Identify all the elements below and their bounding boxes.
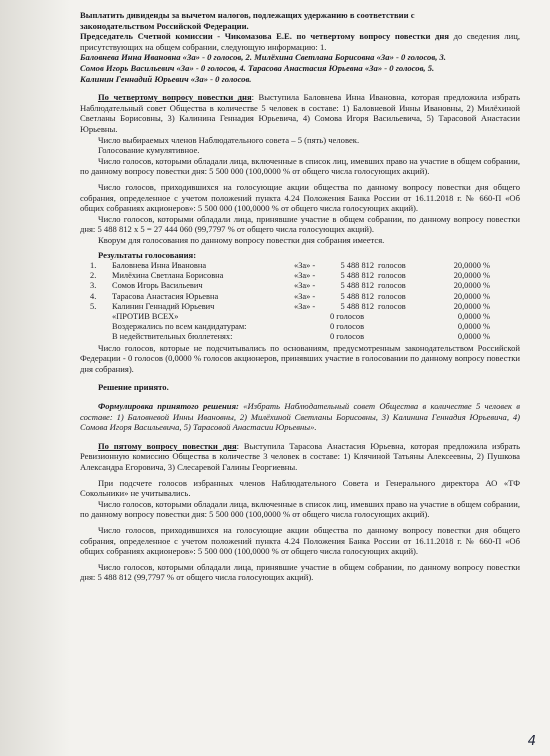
q4-quorum: Кворум для голосования по данному вопросу повестки дня собрания имеется. [98,234,385,245]
q4-members: Число выбираемых членов Наблюдательного совета – 5 (пять) человек. [98,134,360,145]
q5-votes-quorum: Число голосов, приходившихся на голосующие акции общества по данному вопросу повестки дня общего собрания, определенное с учетом положений пункта 4.24 Положения Банка России от 16.11.2018 г. № 660-П «Об общих собраниях акционеров»: 5 500 000 (100,0000 % от общего числа голосующих акций). [80,525,520,557]
page-number: 4 [527,734,536,750]
table-row: 3. Сомов Игорь Васильевич «За» - 5 488 812 голосов 20,0000 % [90,281,490,291]
q5-intro: По пятому вопросу повестки дня: Выступила Тарасова Анастасия Юрьевна, которая предложила избрать Ревизионную комиссию Общества в количестве 3 человек в составе: 1) Клячиной Татьяны Алексеевны, 2) Пушкова Александра Егоровича, 3) Слесаревой Галины Георгиевны. [80,440,520,473]
top-line-1: Выплатить дивиденды за вычетом налогов, подлежащих удержанию в соответствии с [80,10,415,20]
top-line-2: законодательством Российской Федерации. [80,20,249,31]
candidate-votes-1: Баловнева Инна Ивановна «За» - 0 голосов, 2. Милёхина Светлана Борисовна «За» - 0 голосов, 3. [80,52,446,63]
scan-shadow [0,0,70,756]
q4-intro: По четвертому вопросу повестки дня: Выступила Баловнева Инна Ивановна, которая предложила избрать Наблюдательный совет Общества в количестве 5 человек в составе: 1) Баловневой Инны Ивановны, 2) Милёхиной Светланы Борисовны, 3) Калинина Геннадия Юрьевича, 4) Сомова Игоря Васильевича, 5) Тарасовой Анастасии Юрьевны. [80,92,520,134]
table-row: «ПРОТИВ ВСЕХ» 0 голосов 0,0000 % [112,312,490,322]
q5-note: При подсчете голосов избранных членов Наблюдательного Совета и Генерального директора АО «ТФ Сокольники» не учитывались. [80,477,520,499]
table-row: 1. Баловнева Инна Ивановна «За» - 5 488 812 голосов 20,0000 % [90,261,490,271]
q4-votes-quorum: Число голосов, приходившихся на голосующие акции общества по данному вопросу повестки дня общего собрания, определенное с учетом положений пункта 4.24 Положения Банка России от 16.11.2018 г. № 660-П «Об общих собраниях акционеров»: 5 500 000 (100,0000 % от общего числа голосующих акций). [80,181,520,214]
q4-votes-list: Число голосов, которыми обладали лица, включенные в список лиц, имевших право на участие в общем собрании, по данному вопросу повестки дня: 5 500 000 (100,0000 % от общего числа голосующих акций). [80,155,520,177]
q4-not-counted: Число голосов, которые не подсчитывались по основаниям, предусмотренным законодательством Российской Федерации - 0 голосов (0,0000 % голосов акционеров, принявших участие в голосовании по данному вопросу повестки дня собрания). [80,342,520,374]
table-row: 5. Калинин Геннадий Юрьевич «За» - 5 488 812 голосов 20,0000 % [90,301,490,311]
results-table [88,261,492,343]
table-row: 4. Тарасова Анастасия Юрьевна «За» - 5 488 812 голосов 20,0000 % [90,291,490,301]
table-row: В недействительных бюллетенях: 0 голосов 0,0000 % [112,332,490,342]
q5-votes-participated: Число голосов, которыми обладали лица, принявшие участие в общем собрании, по данному вопросу повестки дня: 5 488 812 (99,7797 % от общего числа голосующих акций). [80,561,520,583]
candidate-votes-2: Сомов Игорь Васильевич «За» - 0 голосов, 4. Тарасова Анастасия Юрьевна «За» - 0 голосов, 5. [80,62,435,73]
candidate-votes-3: Калинин Геннадий Юрьевич «За» - 0 голосов. [80,73,252,84]
table-row: 2. Милёхина Светлана Борисовна «За» - 5 488 812 голосов 20,0000 % [90,271,490,281]
question-5-section [80,441,520,583]
top-section [80,10,520,84]
q4-votes-participated: Число голосов, которыми обладали лица, принявшие участие в общем собрании, по данному вопросу повестки дня: 5 488 812 х 5 = 27 444 060 (99,7797 % от общего числа голосующих акций). [80,213,520,235]
q4-wording: Формулировка принятого решения: «Избрать Наблюдательный совет Общества в количестве 5 человек в составе: 1) Баловневой Инны Ивановны, 2) Милёхиной Светланы Борисовны, 3) Калинина Геннадия Юрьевича, 4) Сомова Игоря Васильевича, 5) Тарасовой Анастасии Юрьевны». [80,401,520,433]
q4-decision: Решение принято. [98,382,169,393]
q5-votes-list: Число голосов, которыми обладали лица, включенные в список лиц, имевших право на участие в общем собрании, по данному вопросу повестки дня: 5 500 000 (100,0000 % от общего числа голосующих акций). [80,498,520,520]
chair-info: Председатель Счетной комиссии - Чикомазова Е.Е. по четвертому вопросу повестки дня до сведения лиц, присутствующих на общем собрании, следующую информацию: 1. [80,31,521,52]
results-title: Результаты голосования: [98,250,197,261]
q4-cumulative: Голосование кумулятивное. [98,145,200,156]
question-4-section [80,92,520,433]
table-row: Воздержались по всем кандидатурам: 0 голосов 0,0000 % [112,322,490,332]
